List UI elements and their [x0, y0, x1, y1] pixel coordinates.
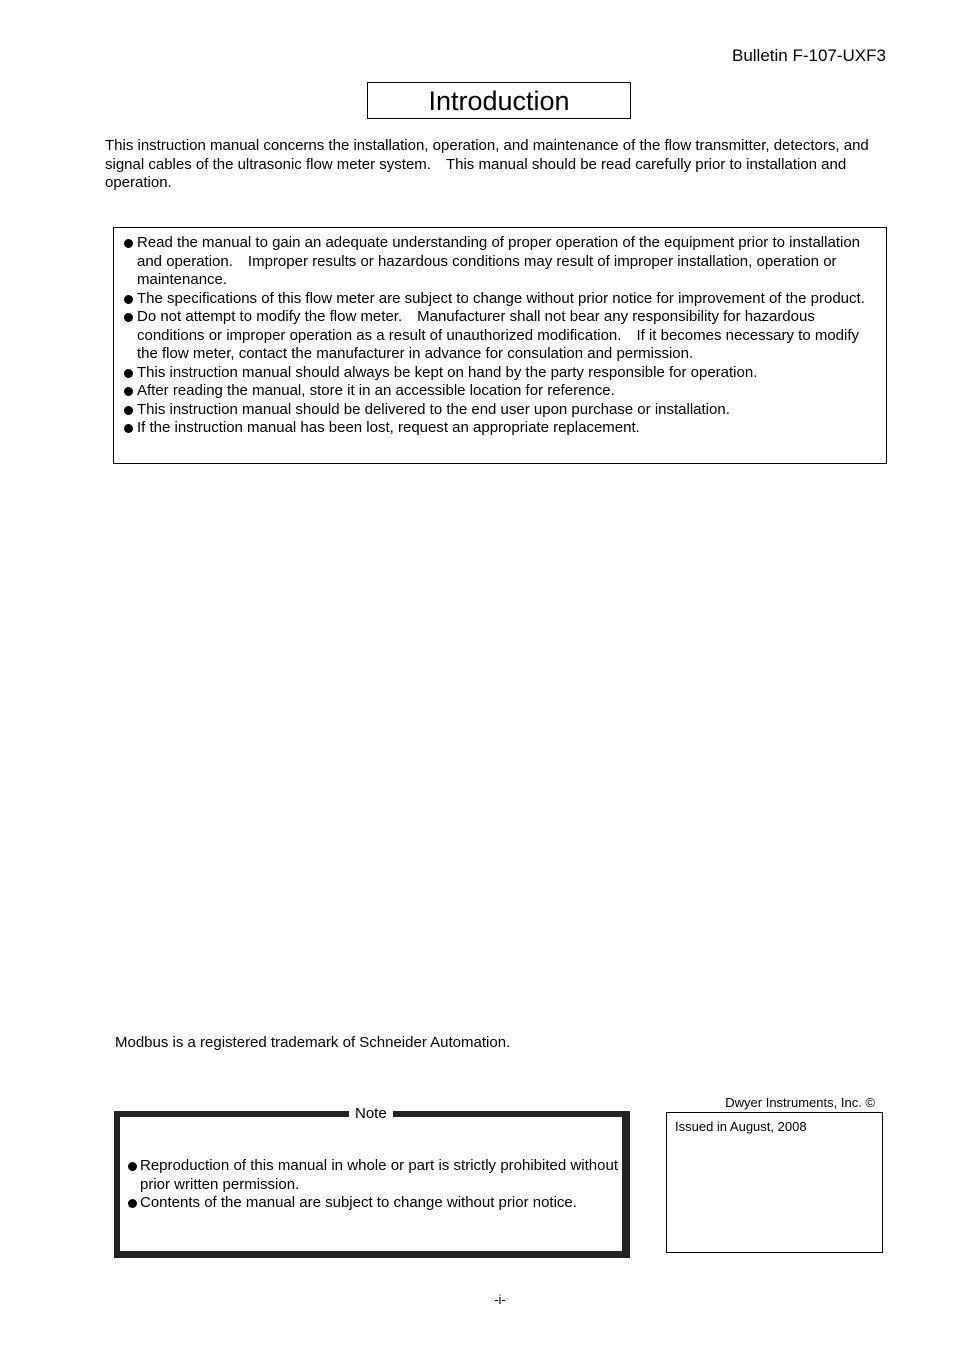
precautions-list [122, 234, 878, 438]
list-item: If the instruction manual has been lost, request an appropriate replacement. [122, 419, 878, 438]
bullet-icon [124, 295, 133, 304]
note-list [126, 1157, 618, 1213]
bullet-icon [124, 313, 133, 322]
list-item: After reading the manual, store it in an accessible location for reference. [122, 382, 878, 401]
note-label: Note [349, 1105, 393, 1123]
list-item: Read the manual to gain an adequate understanding of proper operation of the equipment prior to installation and operation. Improper results or hazardous conditions may result of improper installation, operation or maintenance. [122, 234, 878, 290]
list-item: This instruction manual should always be kept on hand by the party responsible for operation. [122, 364, 878, 383]
bullet-icon [128, 1162, 137, 1171]
company-copyright: Dwyer Instruments, Inc. © [725, 1095, 875, 1110]
bullet-icon [124, 406, 133, 415]
bullet-icon [128, 1199, 137, 1208]
bulletin-number: Bulletin F-107-UXF3 [731, 46, 886, 65]
list-item: The specifications of this flow meter are subject to change without prior notice for improvement of the product. [122, 290, 878, 309]
issue-date: Issued in August, 2008 [675, 1119, 807, 1134]
bullet-icon [124, 387, 133, 396]
page-number: -i- [494, 1292, 506, 1307]
intro-paragraph: This instruction manual concerns the installation, operation, and maintenance of the flow transmitter, detectors, and signal cables of the ultrasonic flow meter system. This manual should be read carefully prior to installation and operation. [105, 137, 873, 191]
issue-box [666, 1112, 883, 1253]
list-item: Do not attempt to modify the flow meter. Manufacturer shall not bear any responsibility for hazardous conditions or improper operation as a result of unauthorized modification. If it becomes necessary to modify the flow meter, contact the manufacturer in advance for consulation and permission. [122, 308, 878, 364]
precautions-box [113, 227, 887, 464]
page-title: Introduction [367, 82, 631, 119]
list-item: This instruction manual should be delivered to the end user upon purchase or installation. [122, 401, 878, 420]
bullet-icon [124, 424, 133, 433]
list-item: Reproduction of this manual in whole or part is strictly prohibited without prior written permission. [126, 1157, 618, 1194]
bullet-icon [124, 239, 133, 248]
trademark-notice: Modbus is a registered trademark of Schneider Automation. [115, 1034, 511, 1051]
bullet-icon [124, 369, 133, 378]
note-box [114, 1105, 630, 1258]
list-item: Contents of the manual are subject to change without prior notice. [126, 1194, 618, 1213]
